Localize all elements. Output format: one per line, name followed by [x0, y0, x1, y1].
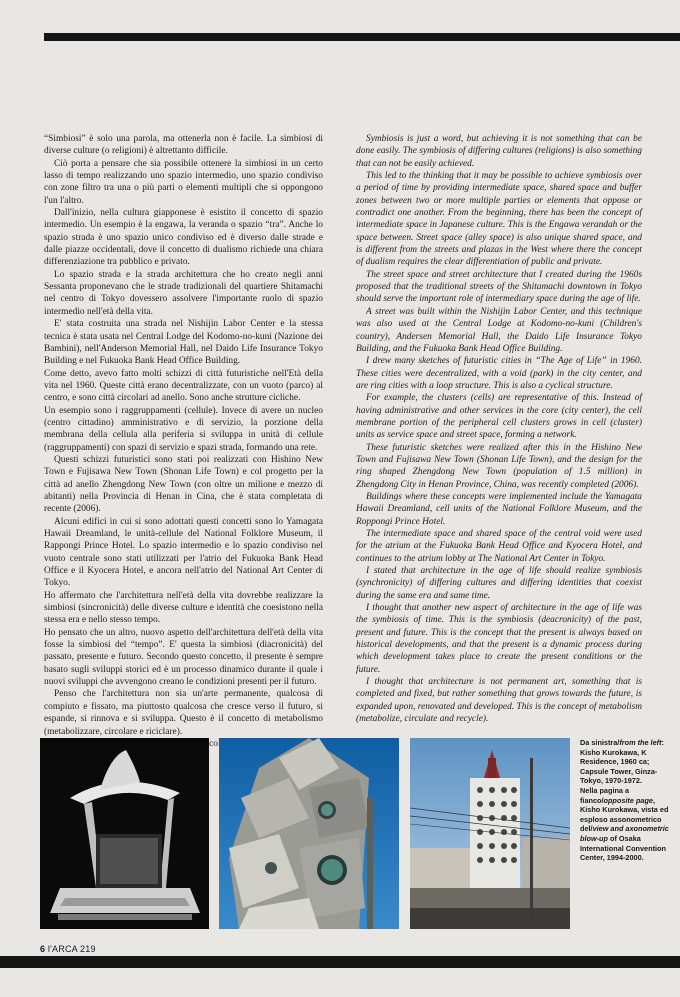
italian-paragraph: Alcuni edifici in cui si sono adottati questi concetti sono lo Yamagata Hawaii Dreamland, le unità-cellule del National Folklore Museum, il Rappongi Prince Hotel. Lo spazio intermedio e lo spazio condiviso nel vuoto centrale sono stati utilizzati per l'atrio del Fukuoka Bank Head Office e il Kyocera Hotel, e ancora nell'atrio del National Art Center di Tokyo.	[44, 516, 323, 589]
english-paragraph: I drew many sketches of futuristic cities in “The Age of Life” in 1960. These cities were decentralized, with a void (park) in the city center, and are ring cities with a loop structure. This is also a cyclical structure.	[356, 356, 642, 391]
page-number: 6	[40, 944, 46, 954]
caption-opposite: Nella pagina a fianco/	[580, 785, 630, 805]
bottom-rule	[0, 956, 680, 968]
italian-paragraph: Lo spazio strada e la strada architettura che ho creato negli anni Sessanta proponevano che le strade tradizionali del quartiere Shitamachi nel centro di Tokyo dovessero assolvere l'importante ruolo di spazio intermedio nell'età della vita.	[44, 269, 323, 317]
caption-view-en: view and axonometric blow-up	[580, 824, 669, 843]
caption-text-2: , Kisho Kurokawa, vista ed esploso assonometrico del/	[580, 795, 669, 834]
caption-opposite-en: opposite page	[603, 795, 653, 805]
english-paragraph: I thought that architecture is not permanent art, something that is completed and fixed, but rather something that grows towards the future, is expanded upon, renovated and developed. This is the concept of metabolism (metabolize, circulate and recycle).	[356, 677, 642, 725]
english-paragraph: A street was built within the Nishijin Labor Center, and this technique was also used at the Central Lodge at Kodomo-no-kuni (Children's country), Andersen Memorial Hall, the Daido Life Insurance Tokyo Building, and the Fukuoka Bank Head Office Building.	[356, 306, 642, 354]
italian-column	[44, 133, 323, 763]
english-column	[356, 133, 642, 726]
english-paragraph: The intermediate space and shared space of the central void were used for the atrium at the Fukuoka Bank Head Office and Kyocera Hotel, and continues to the atrium lobby at The National Art Center in Tokyo.	[356, 529, 642, 564]
english-paragraph: For example, the clusters (cells) are representative of this. Instead of having administrative and other services in the core (city center), the cell membrane portion of the peripheral cell clusters grows in cell (cluster) units as service space and street space, forming a network.	[356, 393, 642, 441]
italian-paragraph: Ciò porta a pensare che sia possibile ottenere la simbiosi in un certo lasso di tempo realizzando uno spazio intermedio, uno spazio condiviso con zone filtro tra una o più parti o elementi multipli che si oppongono l'un l'altro.	[44, 158, 323, 206]
italian-paragraph: Un esempio sono i raggruppamenti (cellule). Invece di avere un nucleo (centro cittadino) amministrativo e di servizio, la porzione della membrana della cellula alla periferia si sviluppa in unità di cellule (raggruppamenti) con spazi di servizio e spazi strada, formando una rete.	[44, 405, 323, 453]
italian-paragraph: “Simbiosi” è solo una parola, ma ottenerla non è facile. La simbiosi di diverse culture (o religioni) è altrettanto difficile.	[44, 134, 323, 157]
english-paragraph: Symbiosis is just a word, but achieving it is not something that can be done easily. The symbiosis of differing cultures (religions) is also something that can not be easily achieved.	[356, 134, 642, 169]
k-residence-photo	[40, 738, 209, 929]
italian-paragraph: E' stata costruita una strada nel Nishijin Labor Center e la stessa tecnica è stata usata nel Central Lodge del Kodomo-no-kuni (Nazione dei Bambini), nell'Anderson Memorial Hall, nel Daido Life Insurance Tokyo Building e nel Fukuoka Bank Head Office Building.	[44, 319, 323, 367]
english-paragraph: I thought that another new aspect of architecture in the age of life was the symbiosis of time. This is the symbiosis (deacronicity) of the past, present and future. This is the concept that the present is always based on historical developments, and that the present is a dynamic process during which development takes place to create the present conditions or the future.	[356, 603, 642, 675]
english-paragraph: I stated that architecture in the age of life should realize symbiosis (synchronicity) of differing cultures and differing identities that coexist during the same era and same time.	[356, 566, 642, 601]
caption-from-left-en: from the left	[619, 738, 662, 747]
caption-text-3: of Osaka International Convention Center, 1994-2000.	[580, 833, 666, 863]
magazine-name: l'ARCA 219	[47, 944, 96, 954]
english-paragraph: These futuristic sketches were realized after this in the Hishino New Town and Fujisawa New Town (Shonan Life Town), and the design for the ring shaped Zhengdong New Town (population of 1.5 million) in Zhengdong City in Henan Province, China, was recently completed (2006).	[356, 442, 642, 490]
capsule-tower-street-photo	[410, 738, 570, 929]
italian-paragraph: Penso che l'architettura non sia un'arte permanente, qualcosa di compiuto e fissato, ma piuttosto qualcosa che cresce verso il futuro, si espande, si rinnova e si sviluppa. Questo è il concetto di metabolismo (metabolizzare, circolare e riciclare).	[44, 689, 323, 737]
english-paragraph: Buildings where these concepts were implemented include the Yamagata Hawaii Dreamland, cell units of the National Folklore Museum, and the Roppongi Prince Hotel.	[356, 491, 642, 527]
caption-text-1: : Kisho Kurokawa, K Residence, 1960 ca; Capsule Tower, Ginza-Tokyo, 1970-1972.	[580, 738, 664, 786]
page-folio	[40, 944, 96, 954]
photo-caption	[580, 738, 676, 863]
italian-paragraph: Ho pensato che un altro, nuovo aspetto dell'architettura dell'età della vita fosse la simbiosi del “tempo”. E' questa la simbiosi (diacronicità) del passato, presente e futuro. Secondo questo concetto, il presente è sempre basato sugli sviluppi storici ed è un processo dinamico durante il quale i nuovi sviluppi che avvengono creano le condizioni presenti per il futuro.	[44, 627, 323, 688]
italian-paragraph: Ho affermato che l'architettura nell'età della vita dovrebbe realizzare la simbiosi (sincronicità) delle diverse culture e identità che coesistono nella stessa era e nello stesso tempo.	[44, 590, 323, 626]
italian-paragraph: secolare,	[201, 738, 235, 749]
italian-paragraph: Come detto, avevo fatto molti schizzi di città futuristiche nell'Età della vita nel 1960. Queste città erano decentralizzate, con un vuoto (parco) al centro, e sono città circolari ad anello. Sono anche strutture cicliche.	[44, 368, 323, 404]
english-paragraph: The street space and street architecture that I created during the 1960s proposed that the traditional streets of the Shitamachi downtown in Tokyo should serve the important role of intermediary space during the age of life.	[356, 269, 642, 305]
italian-paragraph: Dall'inizio, nella cultura giapponese è esistito il concetto di spazio intermedio. Un esempio è la engawa, la veranda o spazio “tra”. Anche lo spazio strada è uno spazio unico condiviso ed è diverso dalle strade e dalle piazze occidentali, dove il concetto di dualismo richiede una chiara differenziazione tra pubblico e privato.	[44, 208, 323, 268]
capsule-tower-close-photo	[219, 738, 399, 929]
english-paragraph: This led to the thinking that it may be possible to achieve symbiosis over a period of time by providing intermediate space, shared space and buffer zones between two or more multiple parties or elements that oppose or contradict one another. From the beginning, there has been the concept of intermediate space in Japanese culture. This is the Engawa verandah or the space between. Street space (alley space) is also unique shared space, and is different from the streets and plazas in the West where there the concept of dualism requires the clear differentiation of public and private.	[356, 171, 642, 268]
top-rule	[44, 33, 680, 41]
italian-paragraph: Questi schizzi futuristici sono stati poi realizzati con Hishino New Town e Fujisawa New Town (Shonan Life Town) e col progetto per la città ad anello Zhengdong New Town (con oltre un milione e mezzo di abitanti) nella Provincia di Henan in Cina, che è stata completata di recente (2006).	[44, 454, 323, 515]
caption-from-left: Da sinistra/	[580, 738, 620, 747]
